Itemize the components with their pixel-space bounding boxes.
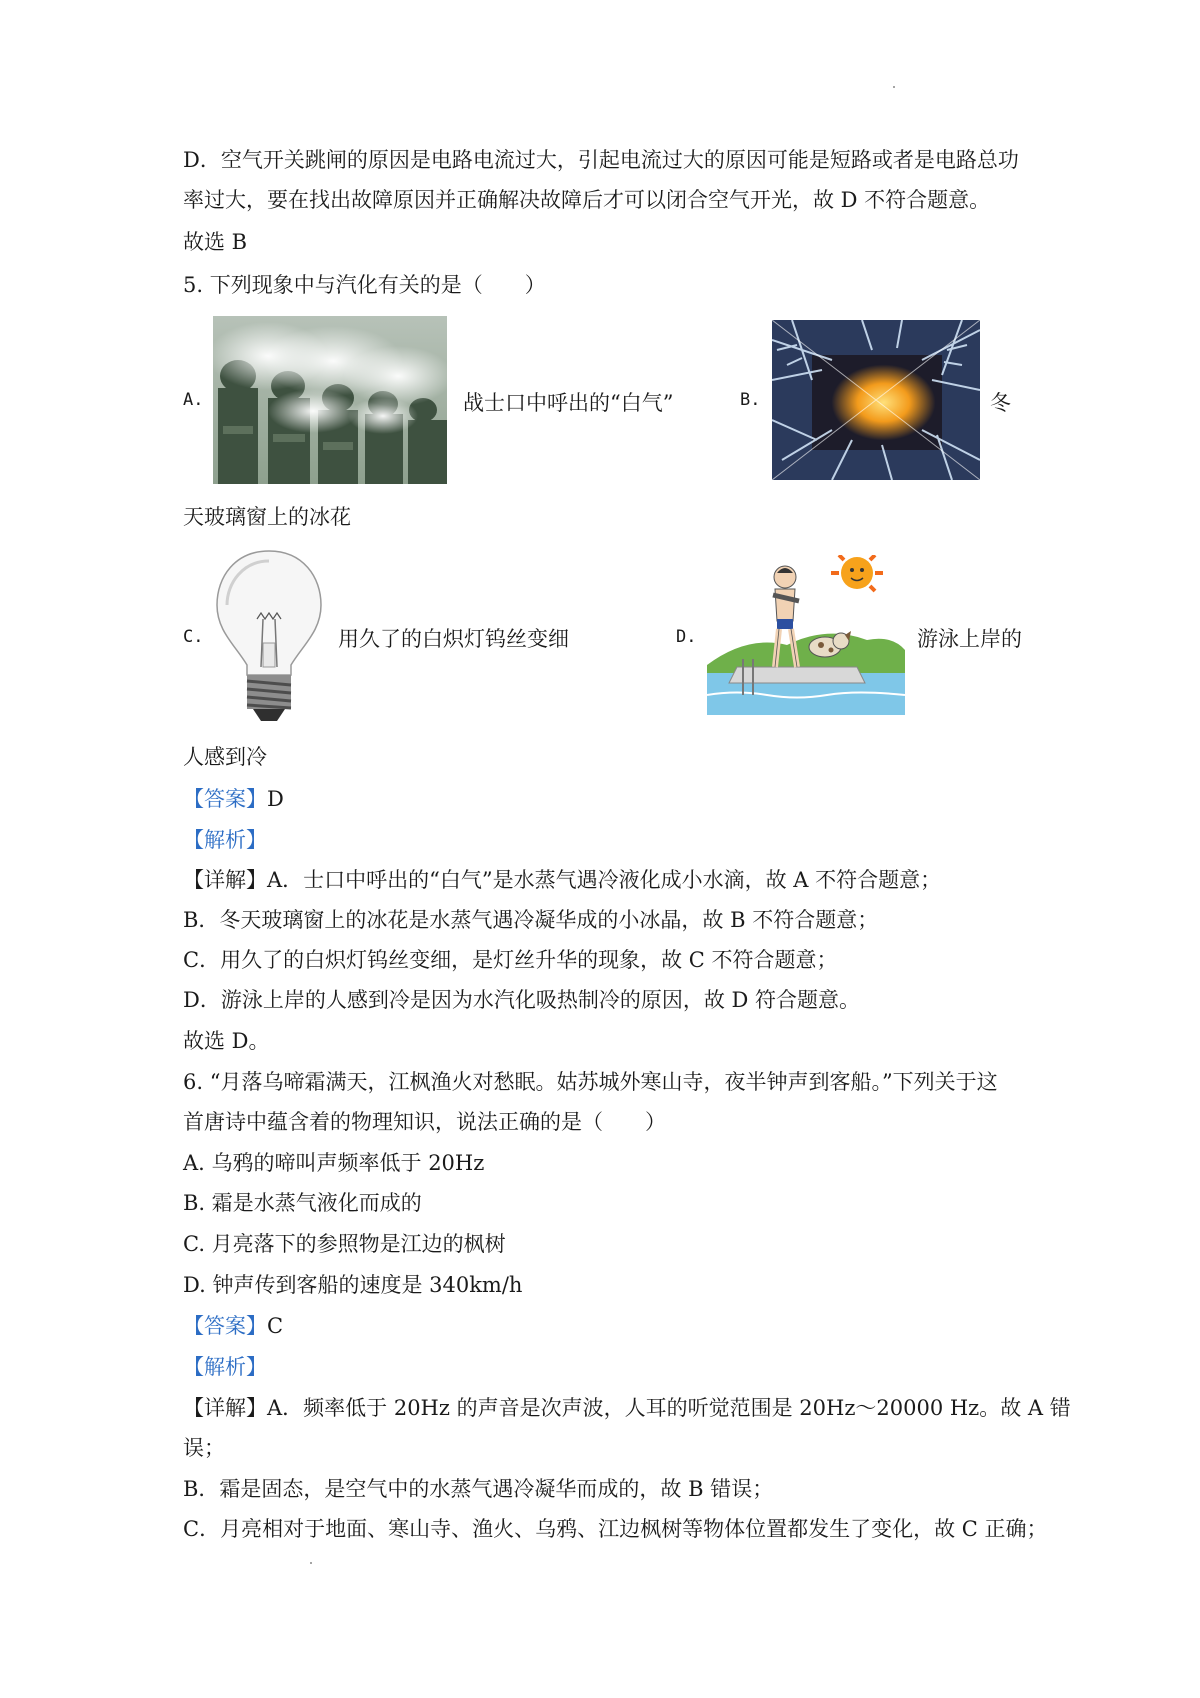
selection-5: 故选 D。 <box>183 1029 270 1053</box>
option-a-label: A. <box>183 390 204 410</box>
detail-5b: B．冬天玻璃窗上的冰花是水蒸气遇冷凝华成的小冰晶，故 B 不符合题意； <box>183 908 879 932</box>
option-d-label: D. <box>676 627 697 647</box>
analysis-tag-6: 【解析】 <box>183 1355 267 1379</box>
frost-window-image <box>772 320 980 480</box>
option-c-text: 用久了的白炽灯钨丝变细 <box>338 627 569 651</box>
answer-tag: 【答案】 <box>183 1314 267 1338</box>
option-b-label: B. <box>740 390 761 410</box>
analysis-tag-5: 【解析】 <box>183 828 267 852</box>
detail-tag: 【详解】 <box>183 1396 267 1420</box>
detail-text: A．频率低于 20Hz 的声音是次声波，人耳的听觉范围是 20Hz～20000 Hz。故 A 错 <box>267 1396 1071 1420</box>
option-d-continued: 人感到冷 <box>183 745 267 769</box>
option-b-text: 冬 <box>990 391 1011 415</box>
option-d-text: 游泳上岸的 <box>917 627 1022 651</box>
text-line: D．空气开关跳闸的原因是电路电流过大，引起电流过大的原因可能是短路或者是电路总功 <box>183 148 1019 172</box>
question-6: 6. “月落乌啼霜满天，江枫渔火对愁眠。姑苏城外寒山寺，夜半钟声到客船。”下列关于这 <box>183 1070 998 1094</box>
soldiers-breath-image <box>213 316 447 484</box>
option-6d: D. 钟声传到客船的速度是 340km/h <box>183 1273 523 1297</box>
detail-5a <box>183 866 941 894</box>
option-a-text: 战士口中呼出的“白气” <box>463 391 674 415</box>
detail-5d: D．游泳上岸的人感到冷是因为水汽化吸热制冷的原因，故 D 符合题意。 <box>183 988 861 1012</box>
option-6b: B. 霜是水蒸气液化而成的 <box>183 1191 422 1215</box>
question-5: 5. 下列现象中与汽化有关的是（ ） <box>183 273 546 297</box>
answer-value: C <box>267 1314 284 1338</box>
light-bulb-image <box>213 547 325 725</box>
scan-speck <box>893 86 895 88</box>
swimmer-cold-image <box>707 555 905 715</box>
detail-6a <box>183 1394 1071 1422</box>
detail-text: A．士口中呼出的“白气”是水蒸气遇冷液化成小水滴，故 A 不符合题意； <box>267 868 942 892</box>
answer-5 <box>183 785 284 813</box>
answer-value: D <box>267 787 284 811</box>
detail-6b: B．霜是固态，是空气中的水蒸气遇冷凝华而成的，故 B 错误； <box>183 1477 774 1501</box>
answer-tag: 【答案】 <box>183 787 267 811</box>
option-6a: A. 乌鸦的啼叫声频率低于 20Hz <box>183 1151 485 1175</box>
question-6-cont: 首唐诗中蕴含着的物理知识，说法正确的是（ ） <box>183 1110 666 1134</box>
option-c-label: C. <box>183 627 204 647</box>
option-b-continued: 天玻璃窗上的冰花 <box>183 505 351 529</box>
detail-6a-cont: 误； <box>183 1436 225 1460</box>
scan-speck <box>310 1562 312 1564</box>
detail-5c: C．用久了的白炽灯钨丝变细，是灯丝升华的现象，故 C 不符合题意； <box>183 948 838 972</box>
text-line: 率过大，要在找出故障原因并正确解决故障后才可以闭合空气开光，故 D 不符合题意。 <box>183 188 991 212</box>
detail-tag: 【详解】 <box>183 868 267 892</box>
detail-6c: C．月亮相对于地面、寒山寺、渔火、乌鸦、江边枫树等物体位置都发生了变化，故 C 正确； <box>183 1517 1048 1541</box>
answer-6 <box>183 1312 283 1340</box>
option-6c: C. 月亮落下的参照物是江边的枫树 <box>183 1232 506 1256</box>
text-line: 故选 B <box>183 230 248 254</box>
